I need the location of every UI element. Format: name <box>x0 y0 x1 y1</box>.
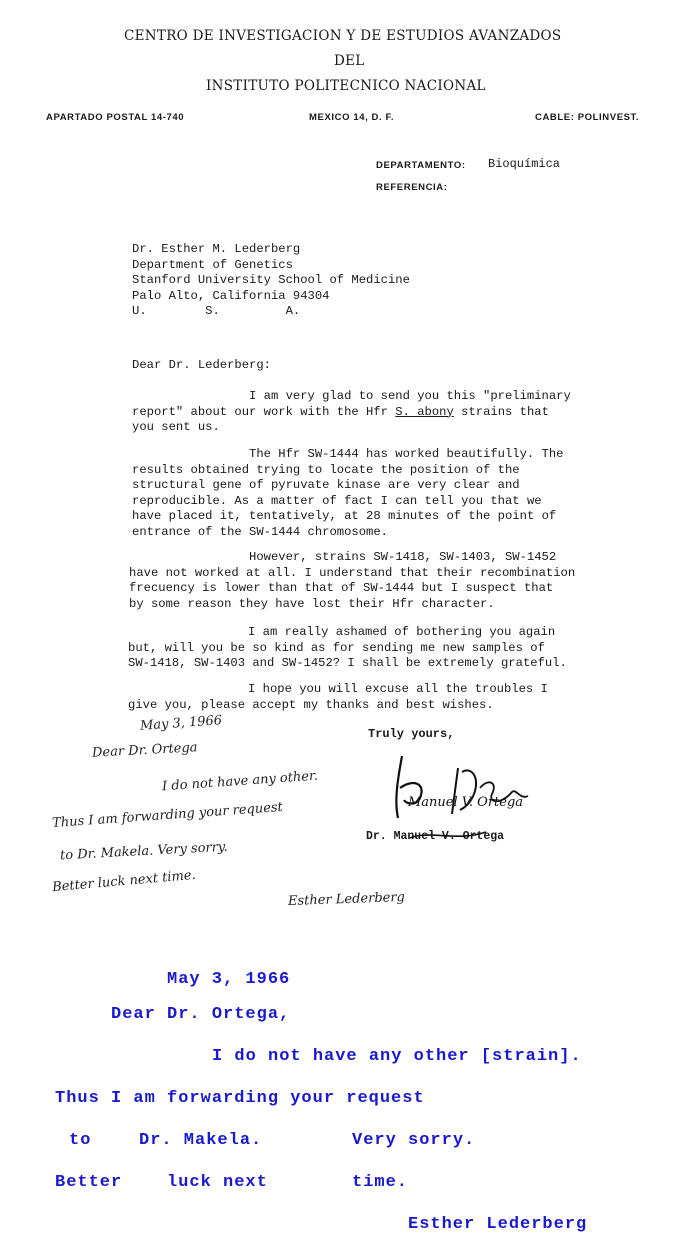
address-line: Dr. Esther M. Lederberg <box>132 242 301 256</box>
letterhead-ipn: INSTITUTO POLITECNICO NACIONAL <box>206 78 486 94</box>
transcription-line-3-to: to <box>69 1131 92 1150</box>
transcription-line-3-name: Dr. Makela. <box>139 1131 263 1150</box>
address-line: U. S. A. <box>132 304 301 318</box>
signature-scrawl <box>380 748 550 828</box>
paragraph-3: However, strains SW-1418, SW-1403, SW-1452 have not worked at all. I understand that their recombination frecuency is lower than that of SW-1444 but I suspect that by some reason they have lost their Hfr character. <box>129 550 576 611</box>
transcription-greeting: Dear Dr. Ortega, <box>111 1005 291 1024</box>
transcription-date: May 3, 1966 <box>167 970 291 989</box>
letterhead-del: DEL <box>334 53 365 69</box>
salutation: Dear Dr. Lederberg: <box>132 358 271 372</box>
address-line: Stanford University School of Medicine <box>132 273 410 287</box>
handwritten-greeting: Dear Dr. Ortega <box>91 740 198 761</box>
paragraph-2: The Hfr SW-1444 has worked beautifully. The results obtained trying to locate the position of the structural gene of pyruvate kinase are very clear and reproducible. As a matter of fact I can tell you that we have placed it, tentatively, at 28 minutes of the point of entrance of the SW-1444 chromosome. <box>132 447 564 539</box>
transcription-line-4-luck: luck next <box>167 1173 268 1192</box>
transcription-line-3-sorry: Very sorry. <box>352 1131 476 1150</box>
handwritten-line-4: Better luck next time. <box>51 867 197 896</box>
letterhead-postal: APARTADO POSTAL 14-740 <box>46 112 185 123</box>
address-line: Department of Genetics <box>132 257 293 272</box>
address-line: Palo Alto, California 94304 <box>132 288 330 303</box>
letterhead-cable: CABLE: POLINVEST. <box>535 112 640 123</box>
transcription-line-4-time: time. <box>352 1173 409 1192</box>
paragraph-5: I hope you will excuse all the troubles I give you, please accept my thanks and best wishes. <box>128 682 548 712</box>
handwritten-date: May 3, 1966 <box>139 713 223 734</box>
handwritten-line-2: Thus I am forwarding your request <box>51 799 284 832</box>
transcription-signature: Esther Lederberg <box>408 1215 588 1234</box>
handwritten-line-1: I do not have any other. <box>161 768 319 795</box>
transcription-line-2: Thus I am forwarding your request <box>55 1089 425 1108</box>
address-block <box>132 242 410 320</box>
signature-lettering: Manuel V. Ortega <box>408 795 524 810</box>
handwritten-signature: Esther Lederberg <box>287 889 406 910</box>
transcription-line-1: I do not have any other [strain]. <box>212 1047 582 1066</box>
letterhead-institution: CENTRO DE INVESTIGACION Y DE ESTUDIOS AVANZADOS <box>124 28 562 44</box>
department-label: DEPARTAMENTO: <box>376 160 466 171</box>
handwritten-line-3: to Dr. Makela. Very sorry. <box>59 839 228 864</box>
paragraph-1: I am very glad to send you this "preliminary report" about our work with the Hfr S. abony strains that you sent us. <box>132 389 571 434</box>
department-value: Bioquímica <box>488 157 561 171</box>
transcription-line-4-better: Better <box>55 1173 123 1192</box>
paragraph-4: I am really ashamed of bothering you again but, will you be so kind as for sending me new samples of SW-1418, SW-1403 and SW-1452? I shall be extremely grateful. <box>128 625 567 670</box>
signer-name: Dr. Manuel V. Ortega <box>366 830 505 843</box>
species-name: S. abony <box>395 404 454 419</box>
signature-overstroke <box>408 826 488 846</box>
closing: Truly yours, <box>368 727 455 741</box>
reference-label: REFERENCIA: <box>376 182 448 193</box>
letterhead-city: MEXICO 14, D. F. <box>309 112 395 123</box>
